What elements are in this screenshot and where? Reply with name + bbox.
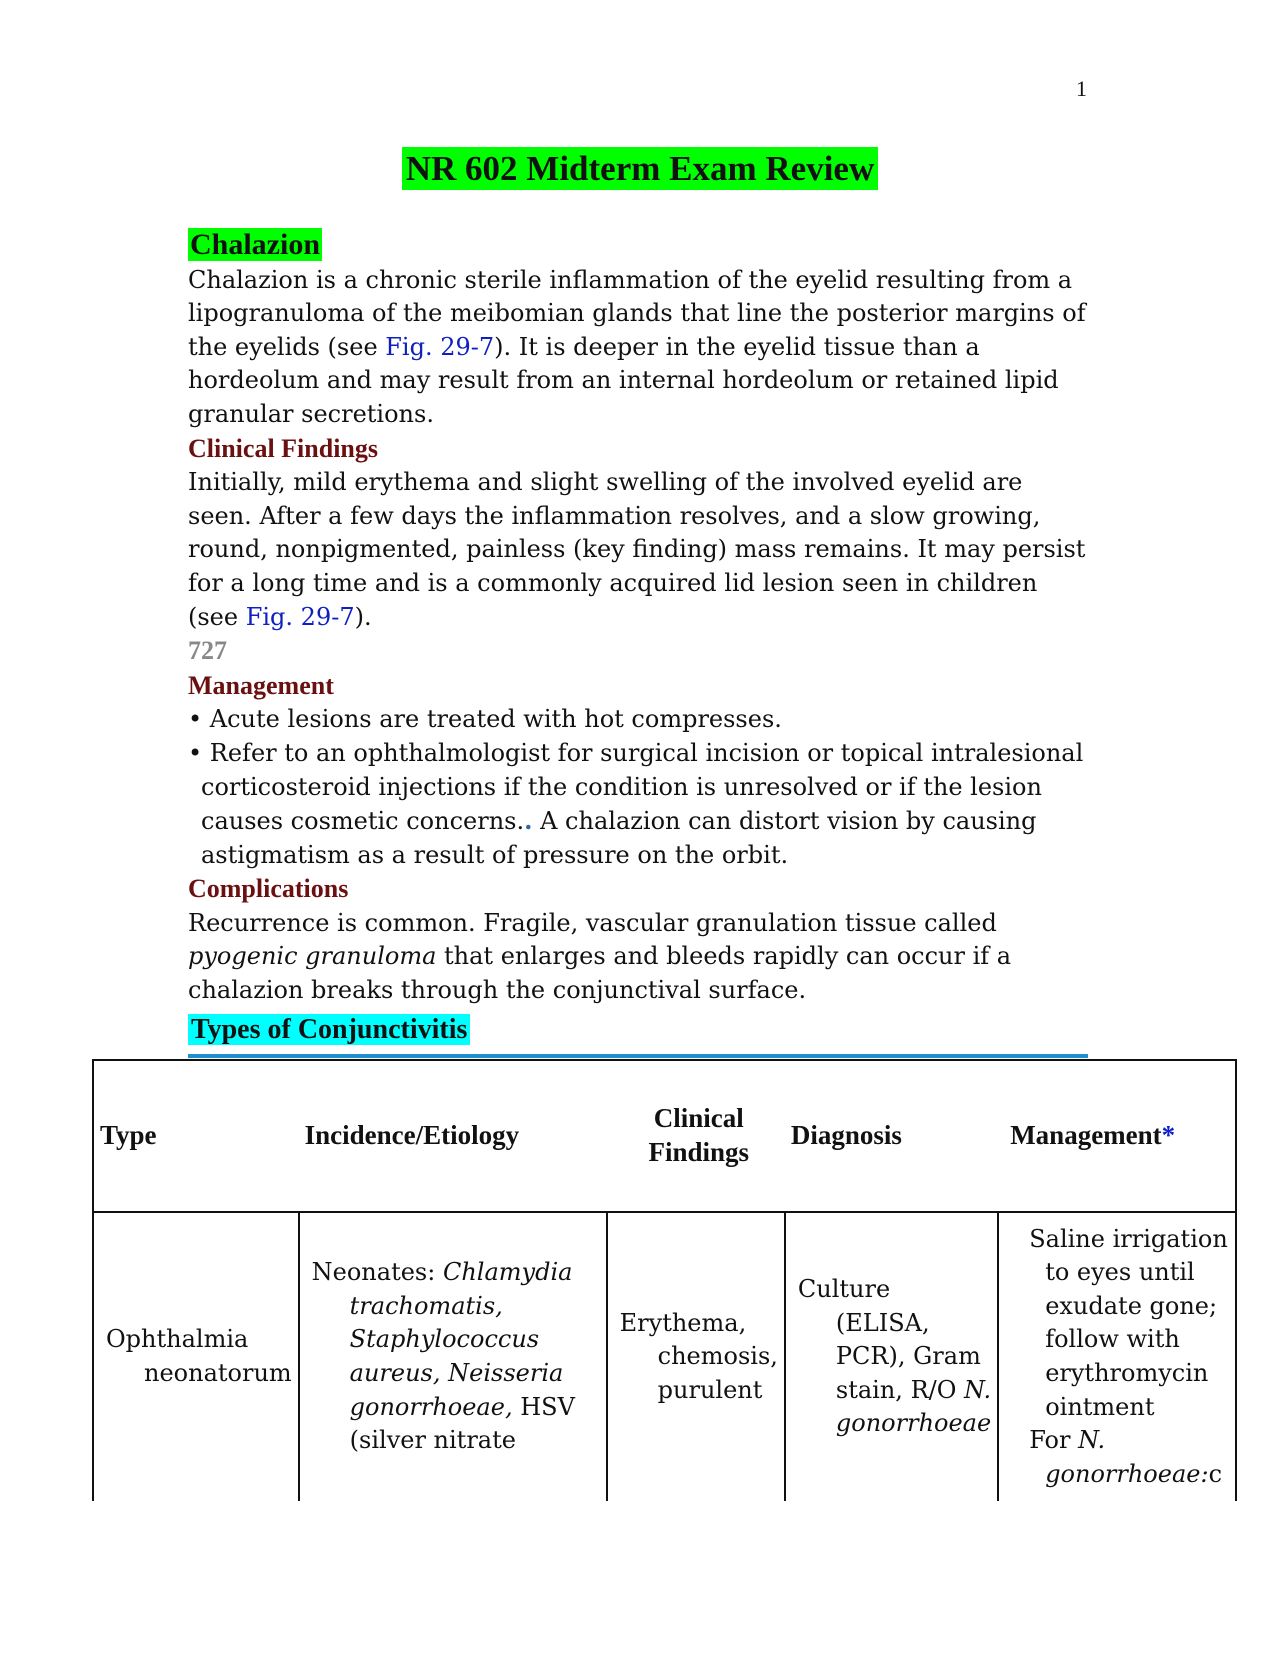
clinical-text-a: Initially, mild erythema and slight swelling of the involved eyelid are seen. After a few days the inflammation resolves, and a slow growing, round, nonpigmented, painless (key finding) mass remains. It may persist for a long time and is a commonly acquired lid lesion seen in children (see (188, 468, 1086, 631)
conjunctivitis-heading-block (188, 1014, 470, 1046)
header-diagnosis: Diagnosis (785, 1060, 998, 1212)
inc-prefix: Neonates: (311, 1258, 443, 1287)
header-type: Type (93, 1060, 299, 1212)
inc-suffix: HSV (silver nitrate (349, 1392, 575, 1455)
diag-text: Culture (ELISA, PCR), Gram stain, R/O (797, 1275, 981, 1404)
cell-clinical-text: Erythema, chemosis, purulent (619, 1308, 778, 1404)
header-clinical: Clinical Findings (607, 1060, 785, 1212)
mgmt-text-a: Saline irrigation to eyes until exudate gone; follow with erythromycin ointment (1029, 1224, 1228, 1421)
comp-italic-term: pyogenic granuloma (188, 942, 437, 971)
cell-type (93, 1212, 299, 1501)
management-bullet-2 (188, 737, 1093, 872)
cell-incidence (299, 1212, 607, 1501)
bullet2-text-a: • Refer to an ophthalmologist for surgical incision or topical intralesional corticosteroid injections if the condition is unresolved or if the lesion causes cosmetic concerns. (188, 738, 1084, 836)
clinical-text-b: ). (354, 602, 372, 631)
mgmt-b-prefix: For (1029, 1426, 1079, 1455)
inc-organisms: Chlamydia trachomatis, Staphylococcus aureus, Neisseria gonorrhoeae, (349, 1258, 573, 1421)
diag-italic: N. gonorrhoeae (835, 1375, 992, 1438)
clinical-findings-heading: Clinical Findings (188, 433, 378, 463)
fig-link-2[interactable]: Fig. 29-7 (245, 602, 355, 631)
intro-text-a: Chalazion is a chronic sterile inflammation of the eyelid resulting from a lipogranuloma of the meibomian glands that line the posterior margins of the eyelids (see (188, 265, 1086, 361)
complications-heading: Complications (188, 874, 349, 904)
management-bullet-1: • Acute lesions are treated with hot compresses. (188, 705, 782, 734)
document-title-block (0, 149, 1280, 189)
mgmt-b-italic: N. gonorrhoeae: (1045, 1426, 1209, 1488)
footnote-star: * (1161, 1120, 1176, 1151)
cell-clinical (607, 1212, 785, 1501)
cell-type-text: Ophthalmia neonatorum (106, 1325, 292, 1387)
chalazion-intro (188, 264, 1093, 432)
page-reference: 727 (188, 636, 227, 666)
clinical-findings-text (188, 466, 1093, 634)
heading-underline (188, 1054, 1088, 1058)
header-management (998, 1060, 1236, 1212)
document-title: NR 602 Midterm Exam Review (402, 147, 879, 190)
page-number: 1 (1076, 76, 1087, 101)
fig-link[interactable]: Fig. 29-7 (385, 332, 495, 361)
intro-text-b: ). It is deeper in the eyelid tissue than a hordeolum and may result from an internal hordeolum or retained lipid granular secretions. (188, 332, 1059, 428)
table-row (93, 1212, 1236, 1501)
comp-text-b: that enlarges and bleeds rapidly can occur if a chalazion breaks through the conjunctival surface. (188, 942, 1012, 1005)
conjunctivitis-heading: Types of Conjunctivitis (188, 1014, 470, 1045)
complications-text (188, 907, 1093, 1008)
header-incidence: Incidence/Etiology (299, 1060, 607, 1212)
bullet2-text-b: A chalazion can distort vision by causing astigmatism as a result of pressure on the orbit. (201, 807, 1037, 869)
conjunctivitis-table (92, 1059, 1237, 1501)
chalazion-section (188, 228, 1093, 1008)
comp-text-a: Recurrence is common. Fragile, vascular granulation tissue called (188, 908, 997, 937)
table-header-row (93, 1060, 1236, 1212)
mgmt-text-b (1029, 1424, 1229, 1491)
mgmt-b-suffix: c (1208, 1459, 1223, 1488)
cell-diagnosis (785, 1212, 998, 1501)
bullet2-marker: . (524, 806, 533, 836)
header-management-label: Management (1010, 1120, 1162, 1151)
management-heading: Management (188, 670, 334, 700)
cell-management (998, 1212, 1236, 1501)
chalazion-heading: Chalazion (190, 228, 321, 261)
